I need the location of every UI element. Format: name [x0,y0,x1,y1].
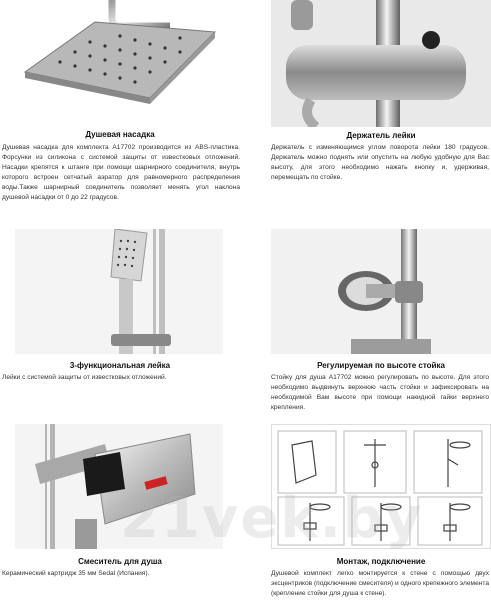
item-5-text: Керамический картридж 35 мм Sedal (Испания). [2,570,150,577]
item-2-title: Держатель лейки [346,131,416,140]
item-6-text: Душевой комплект легко монтируется к стене с помощью двух эксцентриков (подключение смесителя) и одного крепежного элемента (крепление стойки для душа к стене). [271,570,489,597]
item-1-text: Душевая насадка для комплекта A17702 производится из ABS-пластика. Форсунки из силикона с системой защиты от известковых отложений. Насадки крепятся к штанге при помощи шарнирного соединителя, внутрь которого встроен сетчатый аэратор для равномерного распределения воды.Также шарнирный соединитель позволяет менять угол наклона душевой насадки от 0 до 22 градусов. [2,144,240,201]
item-6-title: Монтаж, подключение [336,557,426,566]
item-5-title: Смеситель для душа [78,557,162,566]
item-2-text: Держатель с изменяющимся углом поворота лейки 180 градусов. Держатель можно поднять или опустить на любую удобную для Вас высоту, для этого необходимо нажать кнопку и, удерживая, перемещать по стойке. [271,144,489,181]
shower-holder-image [271,0,491,127]
item-3-text: Лейки с системой защиты от известковых отложений. [2,374,167,381]
adjustable-pole-image [271,229,491,354]
item-4-title: Регулируемая по высоте стойка [317,361,445,370]
hand-shower-image [15,229,223,354]
mixer-image [15,424,223,549]
site-watermark: 21vek.by [120,486,424,551]
item-3-title: 3-функциональная лейка [69,361,171,370]
item-4-text: Стойку для душа A17702 можно регулировать по высоте. Для этого необходимо выдвинуть верхнюю часть стойки и зафиксировать на необходимой Вам высоте при помощи накидной гайки верхнего крепления. [271,374,489,411]
shower-head-image [0,0,240,122]
installation-diagram [271,424,491,549]
item-1-title: Душевая насадка [85,130,155,139]
